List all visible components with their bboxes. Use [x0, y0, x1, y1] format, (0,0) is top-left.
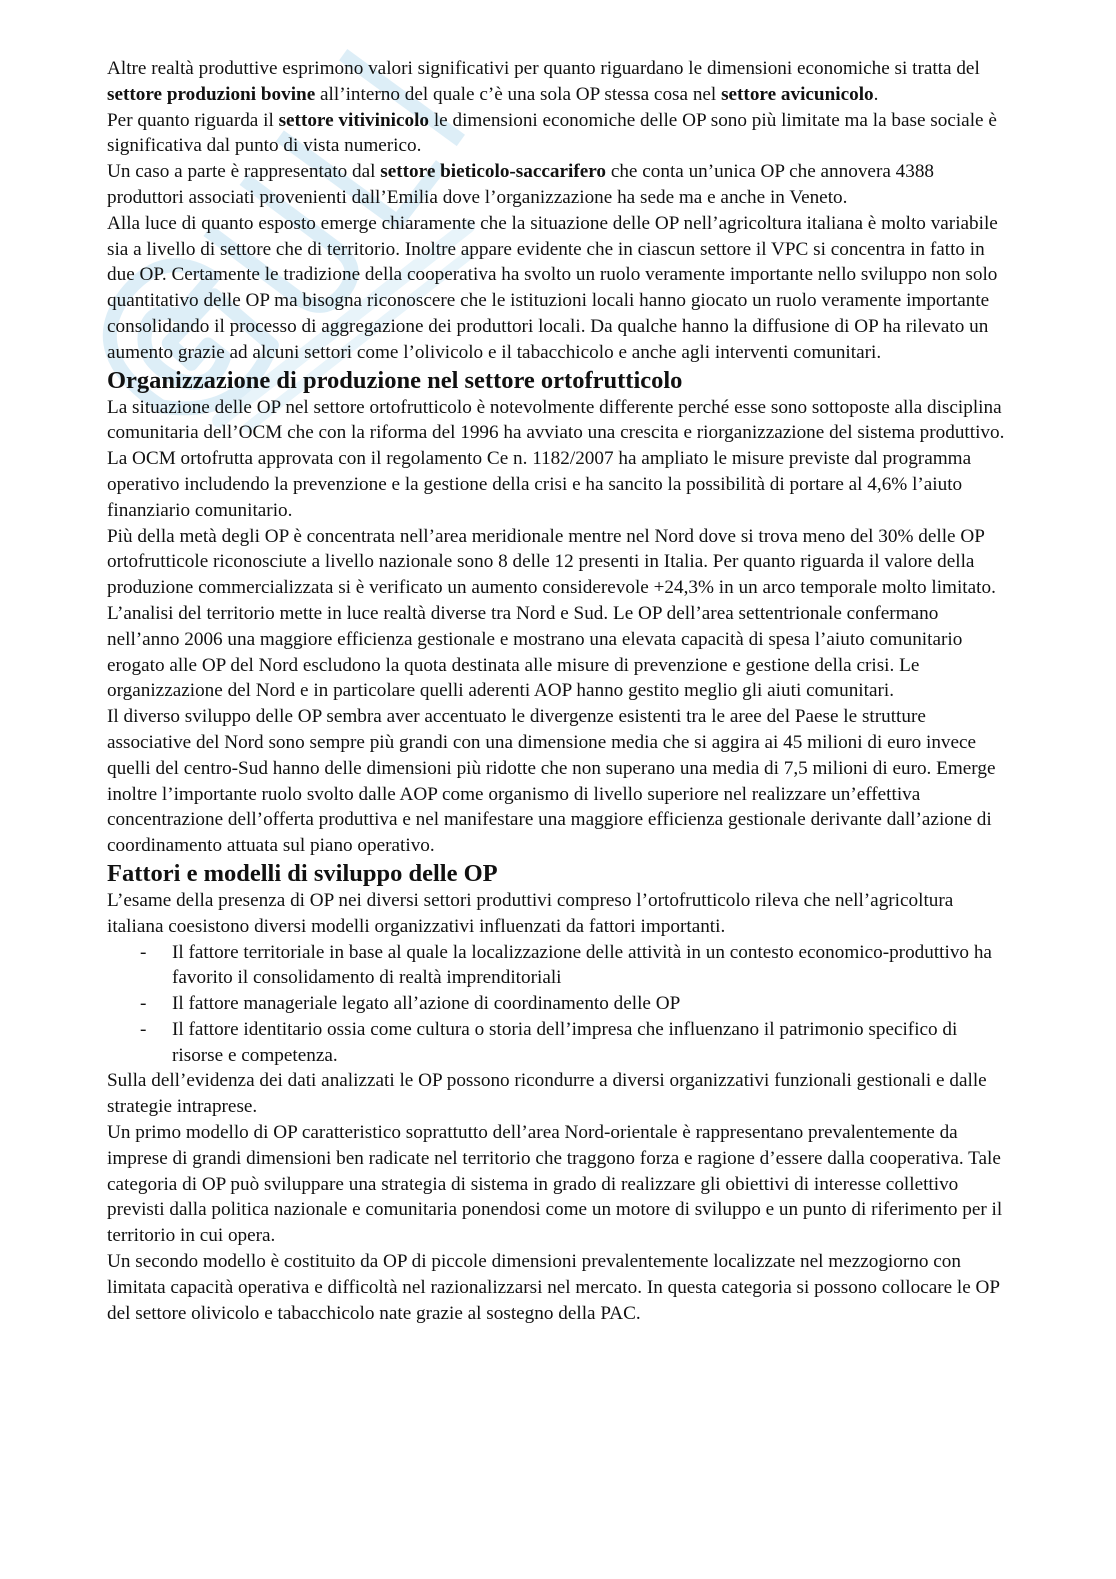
paragraph: L’esame della presenza di OP nei diversi settori produttivi compreso l’ortofrutticolo rileva che nell’agricoltura italiana coesistono diversi modelli organizzativi influenzati da fattori importanti.	[107, 889, 954, 937]
bold-term: settore produzioni bovine	[107, 83, 316, 105]
list-item: - Il fattore manageriale legato all’azione di coordinamento delle OP	[172, 991, 1012, 1017]
paragraph: Un primo modello di OP caratteristico soprattutto dell’area Nord-orientale è rappresentano prevalentemente da imprese di grandi dimensioni ben radicate nel territorio che traggono forza e ragione d’essere dalla cooperativa. Tale categoria di OP può sviluppare una strategia di sistema in grado di realizzare gli obiettivi di interesse collettivo previsti dalla politica nazionale e comunitaria ponendosi come un motore di sviluppo e un punto di riferimento per il territorio in cui opera.	[107, 1122, 1003, 1247]
paragraph: Alla luce di quanto esposto emerge chiaramente che la situazione delle OP nell’agricoltura italiana è molto variabile sia a livello di settore che di territorio. Inoltre appare evidente che in ciascun settore il VPC si concentra in fatto in due OP. Certamente le tradizione della cooperativa ha svolto un ruolo veramente importante nello sviluppo non solo quantitativo delle OP ma bisogna riconoscere che le istituzioni locali hanno giocato un ruolo veramente importante consolidando il processo di aggregazione dei produttori locali. Da qualche hanno la diffusione di OP ha rilevato un aumento grazie ad alcuni settori come l’olivicolo e il tabacchicolo e anche agli interventi comunitari.	[107, 212, 998, 363]
paragraph: La situazione delle OP nel settore ortofrutticolo è notevolmente differente perché esse sono sottoposte alla disciplina comunitaria dell’OCM che con la riforma del 1996 ha avviato una crescita e riorganizzazione del sistema produttivo. La OCM ortofrutta approvata con il regolamento Ce n. 1182/2007 ha ampliato le misure previste dal programma operativo includendo la prevenzione e la gestione della crisi e ha sancito la possibilità di portare al 4,6% l’aiuto finanziario comunitario.	[107, 396, 1005, 521]
paragraph: Altre realtà produttive esprimono valori significativi per quanto riguardano le dimensioni economiche si tratta del settore produzioni bovine all’interno del quale c’è una sola OP stessa cosa nel settore avicunicolo.	[107, 58, 980, 105]
paragraph: Un secondo modello è costituito da OP di piccole dimensioni prevalentemente localizzate nel mezzogiorno con limitata capacità operativa e difficoltà nel razionalizzarsi nel mercato. In questa categoria si possono collocare le OP del settore olivicolo e tabacchicolo nate grazie al sostegno della PAC.	[107, 1251, 1000, 1324]
paragraph: Per quanto riguarda il settore vitivinicolo le dimensioni economiche delle OP sono più limitate ma la base sociale è significativa dal punto di vista numerico.	[107, 109, 997, 157]
list-item: - Il fattore identitario ossia come cultura o storia dell’impresa che influenzano il patrimonio specifico di risorse e competenza.	[172, 1017, 1012, 1069]
document-page	[107, 56, 1012, 1326]
paragraph: Il diverso sviluppo delle OP sembra aver accentuato le divergenze esistenti tra le aree del Paese le strutture associative del Nord sono sempre più grandi con una dimensione media che si aggira ai 45 milioni di euro invece quelli del centro-Sud hanno delle dimensioni più ridotte che non superano una media di 7,5 milioni di euro. Emerge inoltre l’importante ruolo svolto dalle AOP come organismo di livello superiore nel realizzare un’effettiva concentrazione dell’offerta produttiva e nel manifestare una maggiore efficienza gestionale derivante dall’azione di coordinamento attuata sul piano operativo.	[107, 706, 996, 857]
paragraph: Un caso a parte è rappresentato dal settore bieticolo-saccarifero che conta un’unica OP che annovera 4388 produttori associati provenienti dall’Emilia dove l’organizzazione ha sede ma e anche in Veneto.	[107, 161, 935, 208]
section-heading: Fattori e modelli di sviluppo delle OP	[107, 859, 498, 887]
section-heading: Organizzazione di produzione nel settore ortofrutticolo	[107, 366, 683, 394]
bold-term: settore vitivinicolo	[278, 109, 430, 131]
paragraph: L’analisi del territorio mette in luce realtà diverse tra Nord e Sud. Le OP dell’area settentrionale confermano nell’anno 2006 una maggiore efficienza gestionale e mostrano una elevata capacità di spesa l’aiuto comunitario erogato alle OP del Nord escludono la quota destinata alle misure di prevenzione e gestione della crisi. Le organizzazione del Nord e in particolare quelli aderenti AOP hanno gestito meglio gli aiuti comunitari.	[107, 602, 963, 702]
paragraph: Sulla dell’evidenza dei dati analizzati le OP possono ricondurre a diversi organizzativi funzionali gestionali e dalle strategie intraprese.	[107, 1070, 987, 1118]
factor-list	[107, 940, 1012, 1069]
list-item: - Il fattore territoriale in base al quale la localizzazione delle attività in un contesto economico-produttivo ha favorito il consolidamento di realtà imprenditoriali	[172, 940, 1012, 992]
paragraph: Più della metà degli OP è concentrata nell’area meridionale mentre nel Nord dove si trova meno del 30% delle OP ortofrutticole riconosciute a livello nazionale sono 8 delle 12 presenti in Italia. Per quanto riguarda il valore della produzione commercializzata si è verificato un aumento considerevole +24,3% in un arco temporale molto limitato.	[107, 525, 996, 599]
bold-term: settore avicunicolo	[721, 83, 874, 105]
bold-term: settore bieticolo-saccarifero	[380, 161, 607, 183]
